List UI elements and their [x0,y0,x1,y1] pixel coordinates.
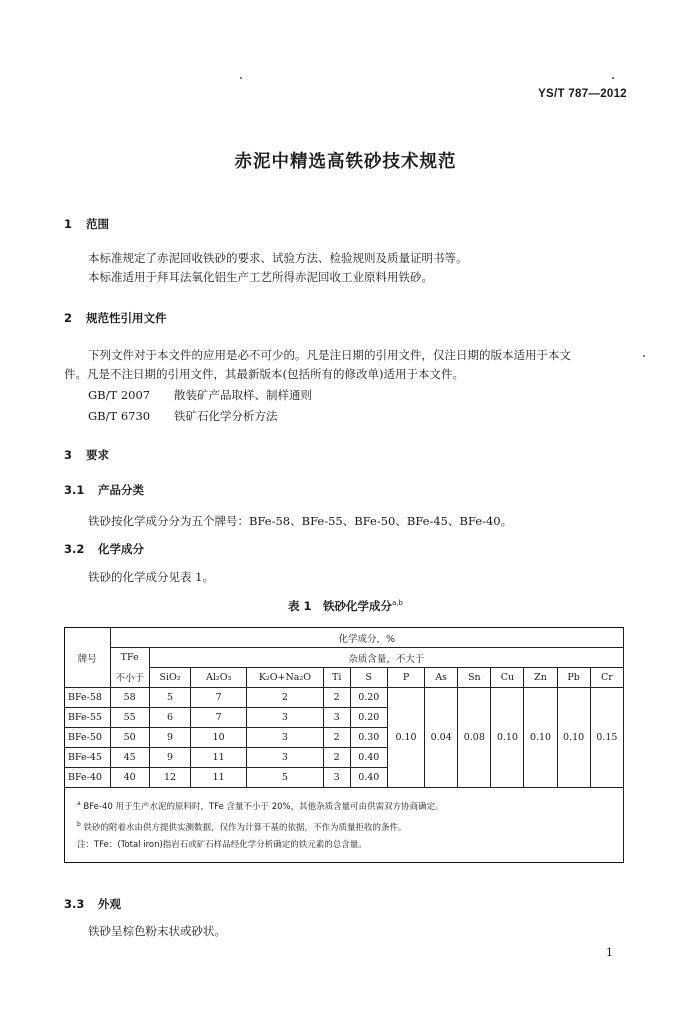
s-cell: 0.40 [350,748,387,768]
table-caption [0,598,691,614]
note-text: 注：TFe：(Total iron)指岩石或矿石样品经化学分析确定的铁元素的总含量。 [77,839,367,850]
section-1-heading [64,216,109,232]
sn-cell: 0.08 [458,688,491,788]
section-3-3-heading [64,896,121,912]
reference-item [88,387,312,403]
column-header: Al₂O₃ [191,668,247,688]
tfe-header: TFe [110,648,149,668]
section-2-para-line-2: 件。凡是不注日期的引用文件，其最新版本(包括所有的修改单)适用于本文件。 [64,367,464,381]
section-number: 2 [64,311,73,325]
p-cell: 0.10 [387,688,424,788]
al2o3-cell: 11 [191,768,247,788]
section-1-para-1: 本标准规定了赤泥回收铁砂的要求、试验方法、检验规则及质量证明书等。 [88,251,468,265]
column-header: P [387,668,424,688]
impurity-header: 杂质含量，不大于 [149,648,623,668]
al2o3-cell: 11 [191,748,247,768]
grade-header: 牌号 [65,628,111,688]
column-header: As [425,668,458,688]
note-mark: b [77,820,81,828]
section-number: 1 [64,217,73,231]
al2o3-cell: 7 [191,688,247,708]
scan-speck [612,77,614,79]
table-note [77,795,613,816]
grade-cell: BFe-45 [65,748,111,768]
section-title: 产品分类 [98,483,144,497]
grade-cell: BFe-55 [65,708,111,728]
section-number: 3.1 [64,483,85,497]
k2o-na2o-cell: 3 [247,708,324,728]
section-title: 化学成分 [98,542,144,556]
ti-cell: 3 [323,708,350,728]
grade-cell: BFe-50 [65,728,111,748]
ti-cell: 3 [323,768,350,788]
page-number: 1 [606,946,613,959]
section-number: 3.3 [64,897,85,911]
section-2-para-line-1: 下列文件对于本文件的应用是必不可少的。凡是注日期的引用文件，仅注日期的版本适用于本文 [88,348,571,362]
al2o3-cell: 10 [191,728,247,748]
note-mark: a [77,800,81,807]
column-header: SiO₂ [149,668,190,688]
sio2-cell: 9 [149,748,190,768]
k2o-na2o-cell: 3 [247,748,324,768]
section-3-2-para: 铁砂的化学成分见表 1。 [88,570,214,584]
tfe-cell: 40 [110,768,149,788]
grade-cell: BFe-40 [65,768,111,788]
document-title: 赤泥中精选高铁砂技术规范 [234,152,457,172]
zn-cell: 0.10 [524,688,557,788]
cr-cell: 0.15 [590,688,623,788]
k2o-na2o-cell: 2 [247,688,324,708]
column-header: S [350,668,387,688]
chemical-composition-table [64,627,624,863]
sio2-cell: 9 [149,728,190,748]
table-caption-marks: a,b [392,599,403,608]
reference-item [88,408,278,424]
tfe-min-header: 不小于 [110,668,149,688]
section-1-para-2: 本标准适用于拜耳法氧化铝生产工艺所得赤泥回收工业原料用铁砂。 [88,270,433,284]
column-header: Ti [323,668,350,688]
section-3-heading [64,447,109,463]
table-notes [65,788,624,863]
table-row [65,688,624,708]
pb-cell: 0.10 [557,688,590,788]
tfe-cell: 45 [110,748,149,768]
column-header: K₂O+Na₂O [247,668,324,688]
scan-speck [643,355,645,357]
section-title: 规范性引用文件 [86,311,167,325]
note-text: 铁砂的附着水由供方提供实测数据，仅作为计算干基的依据，不作为质量拒收的条件。 [83,822,407,833]
ti-cell: 2 [323,688,350,708]
tfe-cell: 58 [110,688,149,708]
k2o-na2o-cell: 5 [247,768,324,788]
section-title: 外观 [98,897,121,911]
reference-code: GB/T 2007 [88,388,151,402]
column-header: Pb [557,668,590,688]
table-caption-text: 表 1 铁砂化学成分 [288,599,393,613]
column-header: Cr [590,668,623,688]
section-number: 3 [64,448,73,462]
scan-speck [240,77,242,79]
ti-cell: 2 [323,748,350,768]
s-cell: 0.30 [350,728,387,748]
section-number: 3.2 [64,542,85,556]
ti-cell: 2 [323,728,350,748]
cu-cell: 0.10 [491,688,524,788]
grade-cell: BFe-58 [65,688,111,708]
k2o-na2o-cell: 3 [247,728,324,748]
as-cell: 0.04 [425,688,458,788]
section-title: 范围 [86,217,109,231]
tfe-cell: 50 [110,728,149,748]
s-cell: 0.40 [350,768,387,788]
chem-composition-header: 化学成分，% [110,628,623,648]
tfe-cell: 55 [110,708,149,728]
reference-name: 铁矿石化学分析方法 [174,409,278,423]
table-note [77,816,613,837]
sio2-cell: 6 [149,708,190,728]
reference-code: GB/T 6730 [88,409,151,423]
al2o3-cell: 7 [191,708,247,728]
s-cell: 0.20 [350,688,387,708]
standard-code: YS/T 787—2012 [538,88,627,100]
section-3-1-heading [64,482,144,498]
section-title: 要求 [86,448,109,462]
section-2-heading [64,310,167,326]
column-header: Zn [524,668,557,688]
column-header: Sn [458,668,491,688]
column-header: Cu [491,668,524,688]
table-note [77,837,613,854]
reference-name: 散装矿产品取样、制样通则 [174,388,312,402]
section-3-1-para: 铁砂按化学成分分为五个牌号：BFe-58、BFe-55、BFe-50、BFe-45、BFe-40。 [88,514,513,528]
section-3-3-para: 铁砂呈棕色粉末状或砂状。 [88,924,226,938]
section-3-2-heading [64,541,144,557]
sio2-cell: 5 [149,688,190,708]
note-text: BFe-40 用于生产水泥的原料时，TFe 含量不小于 20%，其他杂质含量可由供需双方协商确定。 [83,801,444,812]
s-cell: 0.20 [350,708,387,728]
sio2-cell: 12 [149,768,190,788]
